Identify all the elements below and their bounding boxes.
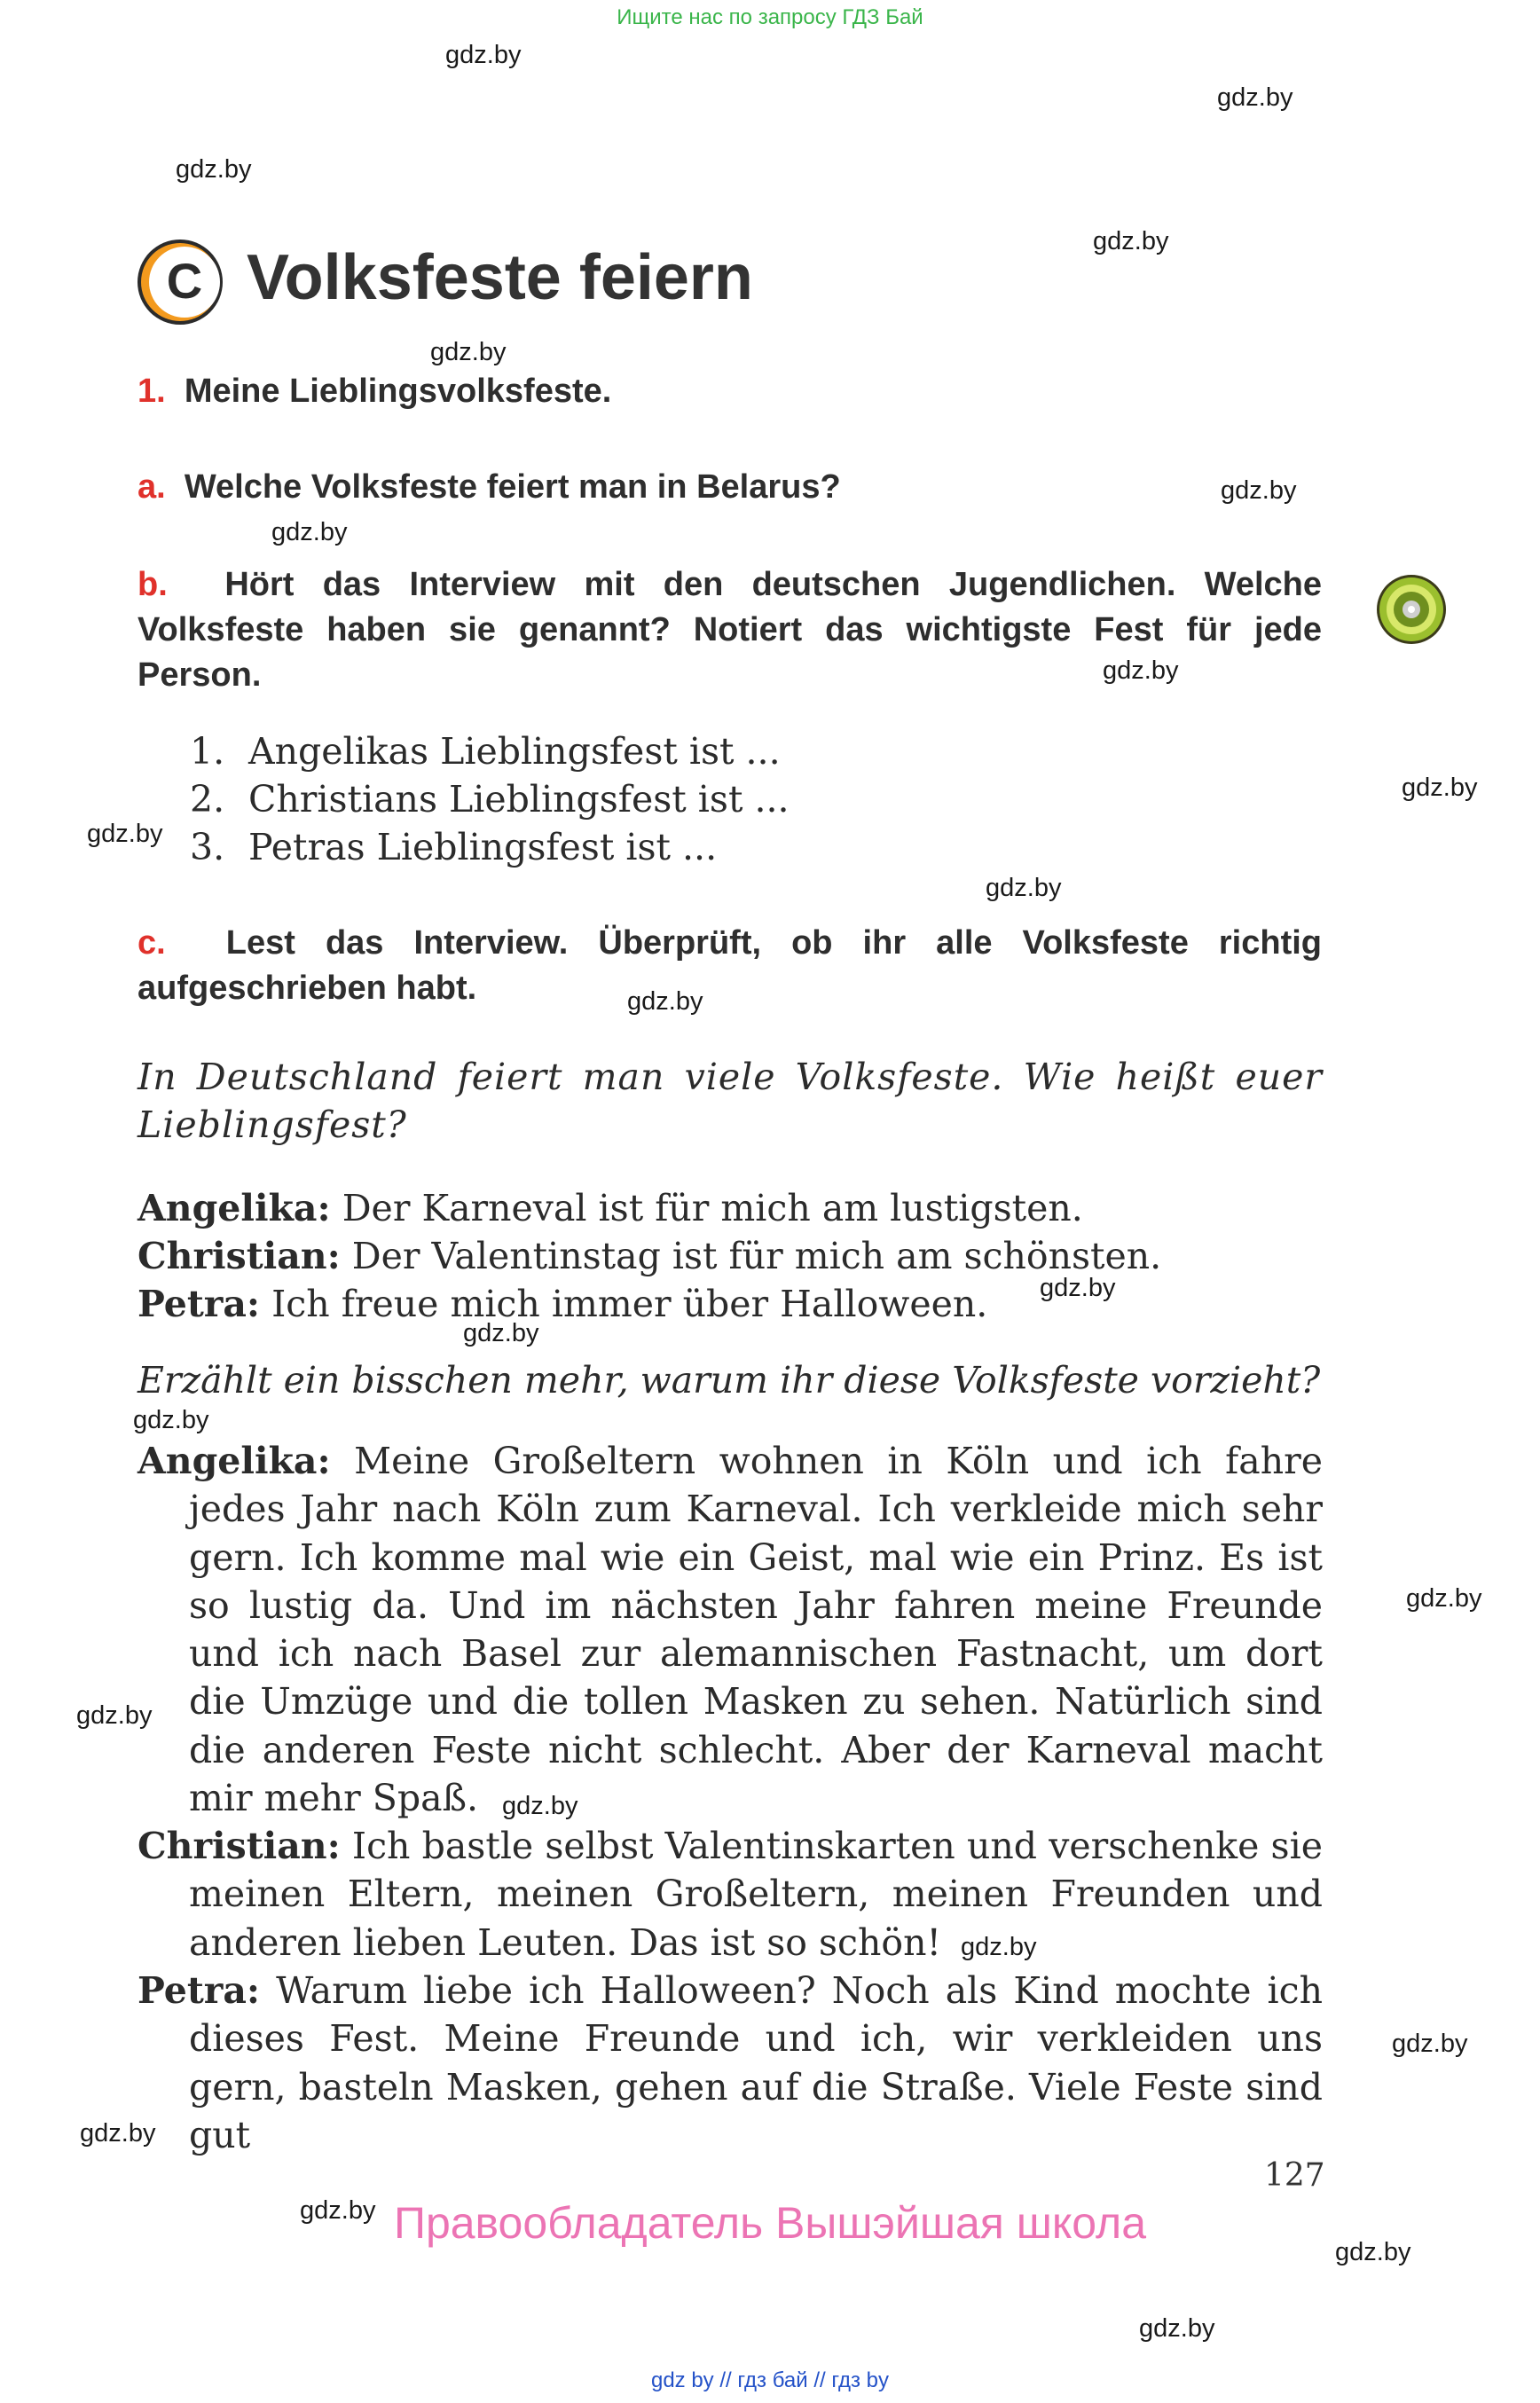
watermark: gdz.by [300,2196,376,2225]
answer-line: Petra: Ich freue mich immer über Halloween. [138,1283,988,1325]
task-number: b. [138,566,168,603]
interview-answers-1 [138,1184,1323,1328]
interview-question-2: Erzählt ein bisschen mehr, warum ihr diese Volksfeste vorzieht? [138,1359,1321,1402]
copyright-notice: Правообладатель Вышэйшая школа [394,2198,1146,2248]
watermark: gdz.by [76,1701,153,1730]
answer-line: Christian: Der Valentinstag ist für mich am schönsten. [138,1235,1162,1277]
section-c-badge-icon [136,238,224,326]
task-c [138,921,1322,1011]
watermark: gdz.by [961,1933,1037,1961]
task-text: Meine Lieblingsvolksfeste. [184,373,612,410]
watermark: gdz.by [1392,2030,1468,2058]
task-number: 1. [138,373,166,410]
task-1 [138,369,611,414]
watermark: gdz.by [502,1792,578,1820]
top-banner[interactable]: Ищите нас по запросу ГДЗ Бай [617,5,923,29]
task-b [138,562,1322,698]
watermark: gdz.by [430,338,507,366]
watermark: gdz.by [176,155,252,184]
task-a [138,465,841,510]
task-text: Lest das Interview. Überprüft, ob ihr alle Volksfeste richtig aufgeschrieben habt. [138,924,1322,1007]
watermark: gdz.by [445,41,522,69]
watermark: gdz.by [1093,227,1169,255]
answer-petra: Petra: Warum liebe ich Halloween? Noch als Kind mochte ich dieses Fest. Meine Freunde und ich, wir verkleiden uns gern, basteln Masken, gehen auf die Straße. Viele Feste sind gut [138,1969,1323,2156]
answer-christian: Christian: Ich bastle selbst Valentinskarten und verschenke sie meinen Eltern, meinen Großeltern, meinen Freunden und anderen lieben Leuten. Das ist so schön! [138,1825,1323,1964]
watermark: gdz.by [1103,656,1179,685]
answer-line: Angelika: Der Karneval ist für mich am lustigsten. [138,1187,1083,1229]
list-item: 1. Angelikas Lieblingsfest ist ... [190,730,781,773]
watermark: gdz.by [463,1319,539,1347]
watermark: gdz.by [1221,476,1297,505]
task-number: c. [138,924,166,962]
watermark: gdz.by [133,1406,209,1434]
footer-links[interactable]: gdz by // гдз бай // гдз by [650,2368,890,2392]
watermark: gdz.by [1406,1584,1482,1613]
interview-question-1: In Deutschland feiert man viele Volksfeste. Wie heißt euer Lieblingsfest? [138,1056,1323,1146]
answer-angelika: Angelika: Meine Großeltern wohnen in Köln und ich fahre jedes Jahr nach Köln zum Karneval. Ich verkleide mich sehr gern. Ich komme mal wie ein Geist, mal wie ein Prinz. Es ist so lustig da. Und im nächsten Jahr fahren meine Freunde und ich nach Basel zur alemannischen Fastnacht, um dort die Umzüge und die tollen Masken zu sehen. Natürlich sind die anderen Feste nicht schlecht. Aber der Karneval macht mir mehr Spaß. [138,1440,1323,1820]
list-item: 2. Christians Lieblingsfest ist ... [190,778,790,821]
task-number: a. [138,468,166,506]
watermark: gdz.by [1402,774,1478,802]
task-text: Hört das Interview mit den deutschen Jugendlichen. Welche Volksfeste haben sie genannt? Notiert das wichtigste Fest für jede Person. [138,566,1322,694]
watermark: gdz.by [1335,2238,1411,2266]
list-item: 3. Petras Lieblingsfest ist ... [190,826,718,868]
task-text: Welche Volksfeste feiert man in Belarus? [184,468,841,506]
cd-icon[interactable] [1375,573,1448,646]
watermark: gdz.by [627,987,703,1016]
section-title: Volksfeste feiern [247,242,753,313]
page-number: 127 [1264,2157,1325,2194]
watermark: gdz.by [80,2119,156,2148]
watermark: gdz.by [1217,83,1293,112]
watermark: gdz.by [986,874,1062,902]
section-badge-letter: C [166,253,203,309]
answer-list [190,727,790,871]
watermark: gdz.by [1139,2314,1215,2343]
watermark: gdz.by [87,820,163,848]
watermark: gdz.by [271,518,348,546]
watermark: gdz.by [1040,1274,1116,1302]
